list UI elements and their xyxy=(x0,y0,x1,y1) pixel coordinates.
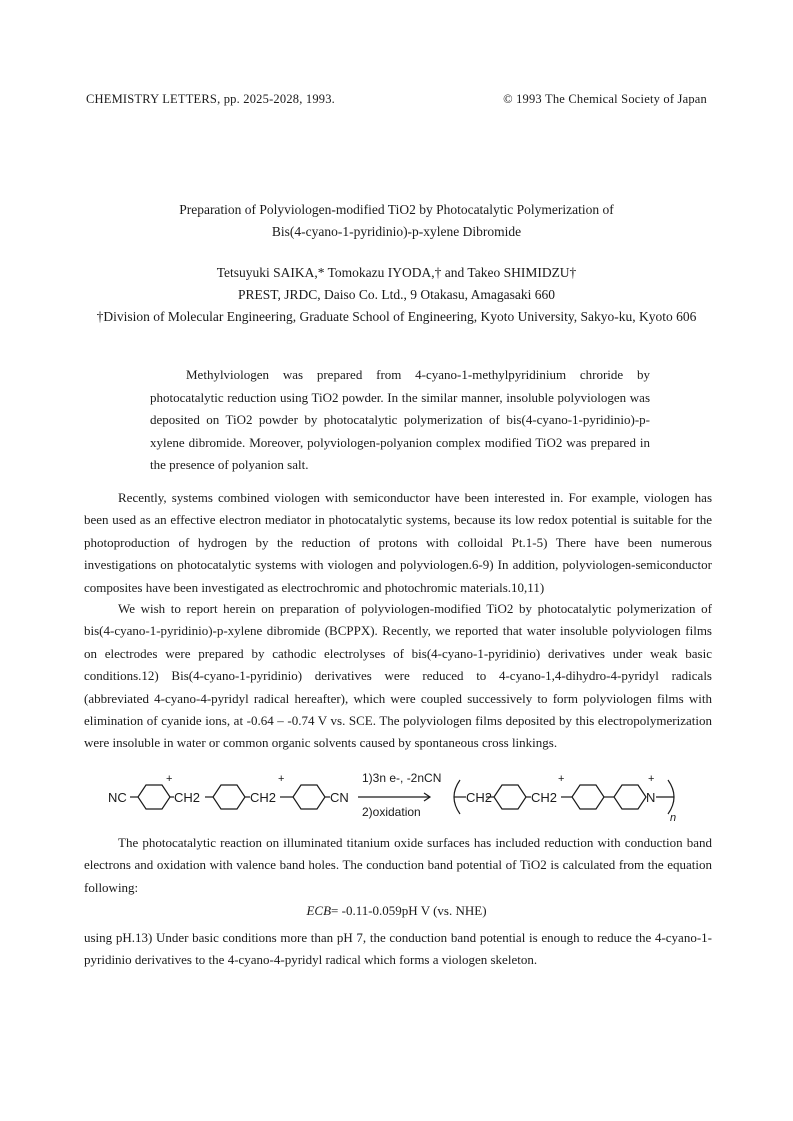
title-line-1: Preparation of Polyviologen-modified TiO2 by Photocatalytic Polymerization of xyxy=(179,202,614,217)
scheme-ch2-a: CH2 xyxy=(174,790,201,805)
scheme-nc-label: NC xyxy=(108,790,127,805)
copyright-notice: © 1993 The Chemical Society of Japan xyxy=(503,92,707,106)
product-ch2-b: CH2 xyxy=(531,790,558,805)
paragraph-4-text: using pH.13) Under basic conditions more than pH 7, the conduction band potential is enough to reduce the 4-cyano-1-pyridinio derivatives to the 4-cyano-4-pyridyl radical which forms a viologen skeleton. xyxy=(84,930,712,968)
pyridinium-ring-1 xyxy=(138,785,170,809)
title-line-2: Bis(4-cyano-1-pyridinio)-p-xylene Dibromide xyxy=(271,224,522,239)
author-block xyxy=(40,262,753,328)
product-pyridinium-ring-1 xyxy=(572,785,604,809)
scheme-step-1: 1)3n e-, -2nCN xyxy=(362,771,442,785)
reaction-scheme-figure xyxy=(108,752,698,822)
scheme-ch2-b: CH2 xyxy=(250,790,277,805)
paragraph-3 xyxy=(84,832,712,899)
product-n-label: N xyxy=(646,790,656,805)
affiliation-1: PREST, JRDC, Daiso Co. Ltd., 9 Otakasu, Amagasaki 660 xyxy=(238,287,555,302)
paragraph-3-text: The photocatalytic reaction on illuminated titanium oxide surfaces has included reduction with conduction band electrons and oxidation with valence band holes. The conduction band potential of TiO2 is calculated from the equation following: xyxy=(84,835,712,895)
reaction-scheme xyxy=(108,752,698,822)
scheme-charge-2: + xyxy=(278,773,285,785)
equation-ecb xyxy=(0,903,793,919)
equation-rhs: = -0.11-0.059pH V (vs. NHE) xyxy=(331,903,487,918)
repeat-subscript: n xyxy=(670,812,677,822)
product-charge-1: + xyxy=(558,773,565,785)
affiliation-2: †Division of Molecular Engineering, Graduate School of Engineering, Kyoto University, Sakyo-ku, Kyoto 606 xyxy=(96,309,697,324)
product-pyridinium-ring-2 xyxy=(614,785,646,809)
scheme-charge-1: + xyxy=(166,773,173,785)
product-benzene-ring xyxy=(494,785,526,809)
author-names: Tetsuyuki SAIKA,* Tomokazu IYODA,† and Takeo SHIMIDZU† xyxy=(216,265,577,280)
scheme-cn-label: CN xyxy=(330,790,349,805)
paragraph-2-text: We wish to report herein on preparation of polyviologen-modified TiO2 by photocatalytic polymerization of bis(4-cyano-1-pyridinio)-p-xylene dibromide (BCPPX). Recently, we reported that water insoluble polyviologen films on electrodes were prepared by cathodic electrolyses of bis(4-cyano-1-pyridinio) derivatives under weak basic conditions.12) Bis(4-cyano-1-pyridinio) derivatives were reduced to 4-cyano-1,4-dihydro-4-pyridyl radicals (abbreviated 4-cyano-4-pyridyl radical hereafter), which were coupled successively to form polyviologen films with elimination of cyanide ions, at -0.64 – -0.74 V vs. SCE. The polyviologen films deposited by this electropolymerization were insoluble in water or common organic solvents caused by spontaneous cross linkings. xyxy=(84,601,712,751)
scheme-step-2: 2)oxidation xyxy=(362,805,421,819)
pyridinium-ring-2 xyxy=(293,785,325,809)
equation-lhs: ECB xyxy=(306,903,332,918)
abstract xyxy=(150,364,650,477)
product-ch2-a: CH2 xyxy=(466,790,493,805)
paragraph-1 xyxy=(84,487,712,599)
product-charge-2: + xyxy=(648,773,655,785)
abstract-text: Methylviologen was prepared from 4-cyano-1-methylpyridinium chroride by photocatalytic reduction using TiO2 powder. In the similar manner, insoluble polyviologen was deposited on TiO2 powder by photocatalytic polymerization of bis(4-cyano-1-pyridinio)-p-xylene dibromide. Moreover, polyviologen-polyanion complex modified TiO2 was prepared in the presence of polyanion salt. xyxy=(150,367,650,472)
paragraph-4 xyxy=(84,927,712,972)
paper-title xyxy=(80,199,713,243)
journal-citation: CHEMISTRY LETTERS, pp. 2025-2028, 1993. xyxy=(86,92,336,106)
paragraph-1-text: Recently, systems combined viologen with semiconductor have been interested in. For example, viologen has been used as an effective electron mediator in photocatalytic systems, because its low redox potential is suitable for the photoproduction of hydrogen by the reduction of protons with colloidal Pt.1-5) There have been numerous investigations on photocatalytic systems with viologen and polyviologen.6-9) In addition, polyviologen-semiconductor composites have been investigated as electrochromic and photochromic materials.10,11) xyxy=(84,490,712,595)
paragraph-2 xyxy=(84,598,712,755)
benzene-ring xyxy=(213,785,245,809)
